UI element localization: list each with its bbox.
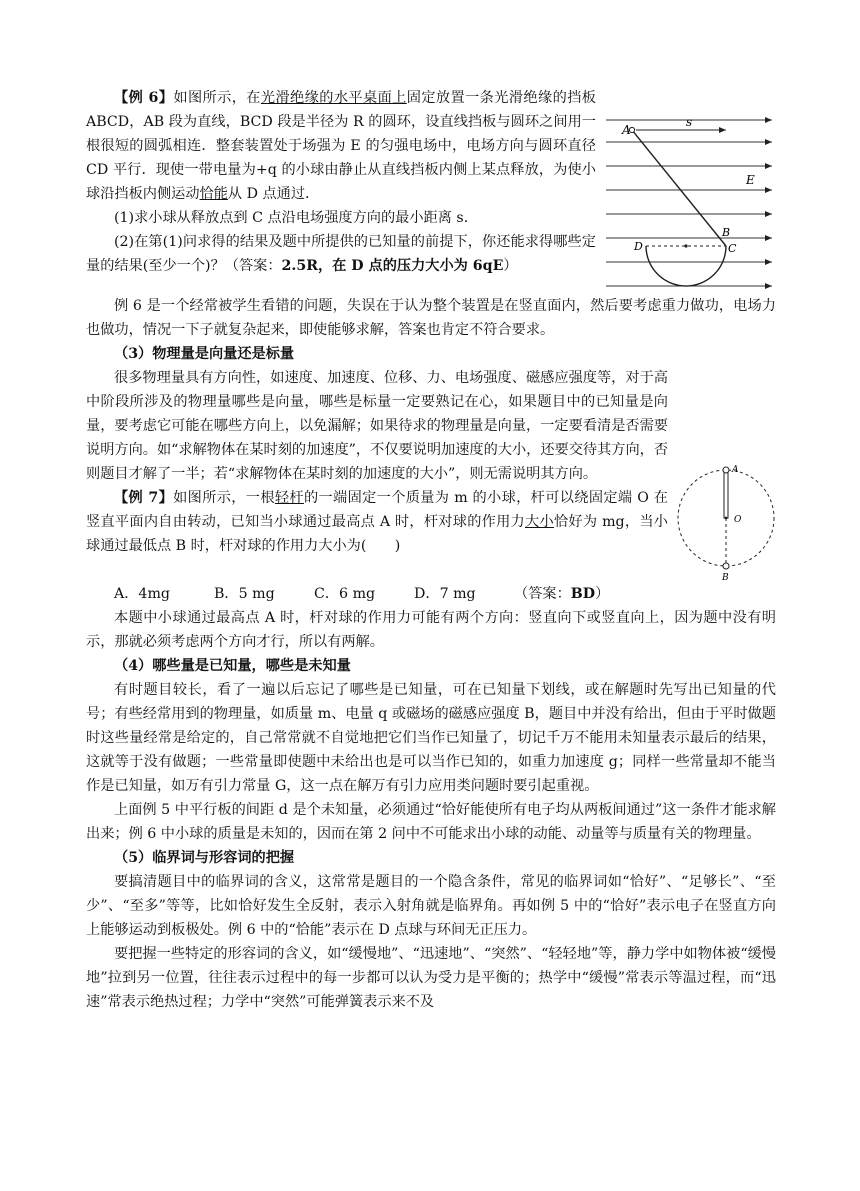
ball-top: [723, 467, 729, 473]
example-7-note: 本题中小球通过最高点 A 时，杆对球的作用力可能有两个方向：竖直向下或竖直向上，因为题中没有明示，那就必须考虑两个方向才行，所以有两解。: [86, 610, 776, 650]
example-6-note: 例 6 是一个经常被学生看错的问题，失误在于认为整个装置是在竖直面内，然后要考虑重力做功，电场力也做功，情况一下子就复杂起来，即使能够求解，答案也肯定不符合要求。: [86, 298, 776, 338]
example-6-underline-1: 光滑绝缘的水平桌面上: [260, 90, 407, 106]
field-lines: [606, 120, 772, 286]
section-3-body: 很多物理量具有方向性，如速度、加速度、位移、力、电场强度、磁感应强度等，对于高中阶段所涉及的物理量哪些是向量，哪些是标量一定要熟记在心，如果题目中的已知量是向量，要考虑它可能在哪些方向上，以免漏解；如果待求的物理量是向量，一定要看清是否需要说明方向。如“求解物体在某时刻的加速度”，不仅要说明加速度的大小，还要交待其方向，否则题目才解了一半；若“求解物体在某时刻的加速度的大小”，则无需说明其方向。: [86, 370, 669, 482]
example-7-stem: [86, 486, 776, 558]
label-A: A: [732, 465, 739, 475]
pivot: [725, 517, 728, 520]
example-6-underline-2: 恰能: [199, 186, 228, 202]
label-B: B: [722, 573, 729, 582]
example-6-text-2: 固定放置一条光滑绝缘的挡板 ABCD，AB 段为直线，BCD 段是半径为 R 的圆环，设直线挡板与圆环之间用一根很短的圆弧相连．整套装置处于场强为 E 的匀强电场中，电场方向与圆环直径 CD 平行．现使一带电量为+q 的小球由静止从直线挡板内侧上某点释放，为使小球沿挡板内侧运动: [86, 90, 596, 202]
choice-d: D．7 mg: [414, 586, 476, 602]
answer-close: ）: [595, 586, 610, 602]
section-4-heading: （4）哪些量是已知量，哪些是未知量: [114, 658, 351, 674]
answer-value: BD: [570, 586, 596, 602]
example-7-tag: 【例 7】: [114, 490, 174, 506]
example-6-text-1: 如图所示，在: [173, 90, 261, 106]
center-dot: [684, 244, 687, 247]
example-6-question-1: (1)求小球从释放点到 C 点沿电场强度方向的最小距离 s．: [114, 210, 478, 226]
label-O: O: [734, 515, 742, 525]
label-B: B: [722, 226, 731, 239]
figure-example-6: [604, 110, 776, 294]
label-C: C: [728, 242, 737, 255]
example-7-text-3: 恰好为 mg，当小球通过最低点 B 时，杆对球的作用力大小为( ): [86, 514, 668, 554]
rod: [724, 470, 728, 518]
example-7-choices: [86, 582, 776, 606]
example-6-answer-close: ）: [503, 258, 518, 274]
choice-b: B．5 mg: [214, 586, 275, 602]
label-E: E: [746, 173, 755, 187]
example-7-text-2: 的一端固定一个质量为 m 的小球，杆可以绕固定端 O 在竖直平面内自由转动，已知当小球通过最高点 A 时，杆对球的作用力: [86, 490, 668, 530]
section-4-body-1: 有时题目较长，看了一遍以后忘记了哪些是已知量，可在已知量下划线，或在解题时先写出已知量的代号；有些经常用到的物理量，如质量 m、电量 q 或磁场的磁感应强度 B，题目中并没有给出，但由于平时做题时这些量经常是给定的，自己常常就不自觉地把它们当作已知量了，切记千万不能用未知量表示最后的结果，这就等于没有做题；一些常量即使题中未给出也是可以当作已知的，如重力加速度 g；同样一些常量却不能当作是已知量，如万有引力常量 G，这一点在解万有引力应用类问题时要引起重视。: [86, 682, 776, 794]
answer-open: （答案：: [514, 586, 571, 602]
section-5-body-2: 要把握一些特定的形容词的含义，如“缓慢地”、“迅速地”、“突然”、“轻轻地”等，静力学中如物体被“缓慢地”拉到另一位置，往往表示过程中的每一步都可以认为受力是平衡的；热学中“缓慢”常表示等温过程，而“迅速”常表示绝热过程；力学中“突然”可能弹簧表示来不及: [86, 946, 776, 1010]
section-3-heading: （3）物理量是向量还是标量: [114, 346, 295, 362]
ball-bottom: [723, 563, 729, 569]
figure-example-7: [676, 462, 776, 582]
baffle-ABCD: [632, 130, 726, 286]
example-6-answer: 2.5R，在 D 点的压力大小为 6qE: [281, 258, 504, 274]
example-6-tag: 【例 6】: [114, 90, 174, 106]
section-4-body-2: 上面例 5 中平行板的间距 d 是个未知量，必须通过“恰好能使所有电子均从两板间通过”这一条件才能求解出来；例 6 中小球的质量是未知的，因而在第 2 问中不可能求出小球的动能、动量等与质量有关的物理量。: [86, 802, 776, 842]
label-D: D: [634, 240, 643, 253]
example-7-answer: [514, 582, 609, 606]
section-5-body-1: 要搞清题目中的临界词的含义，这常常是题目的一个隐含条件，常见的临界词如“恰好”、“足够长”、“至少”、“至多”等等，比如恰好发生全反射，表示入射角就是临界角。再如例 5 中的“恰好”表示电子在竖直方向上能够运动到板极处。例 6 中的“恰能”表示在 D 点球与环间无正压力。: [86, 874, 776, 938]
example-7-text-1: 如图所示，一根: [173, 490, 275, 506]
example-6: [86, 86, 776, 278]
choice-a: A．4mg: [114, 586, 170, 602]
section-5-heading: （5）临界词与形容词的把握: [114, 850, 295, 866]
label-s: s: [686, 115, 693, 129]
example-7-underline-2: 大小: [525, 514, 554, 530]
example-7-underline-1: 轻杆: [274, 490, 304, 506]
example-6-question-2-text: (2)在第(1)问求得的结果及题中所提供的已知量的前提下，你还能求得哪些定量的结果(至少一个)？（答案：: [86, 234, 596, 274]
label-A: A: [622, 123, 631, 137]
choice-c: C．6 mg: [314, 586, 376, 602]
example-6-text-3: 从 D 点通过．: [227, 186, 320, 202]
document-page: [86, 86, 776, 1014]
